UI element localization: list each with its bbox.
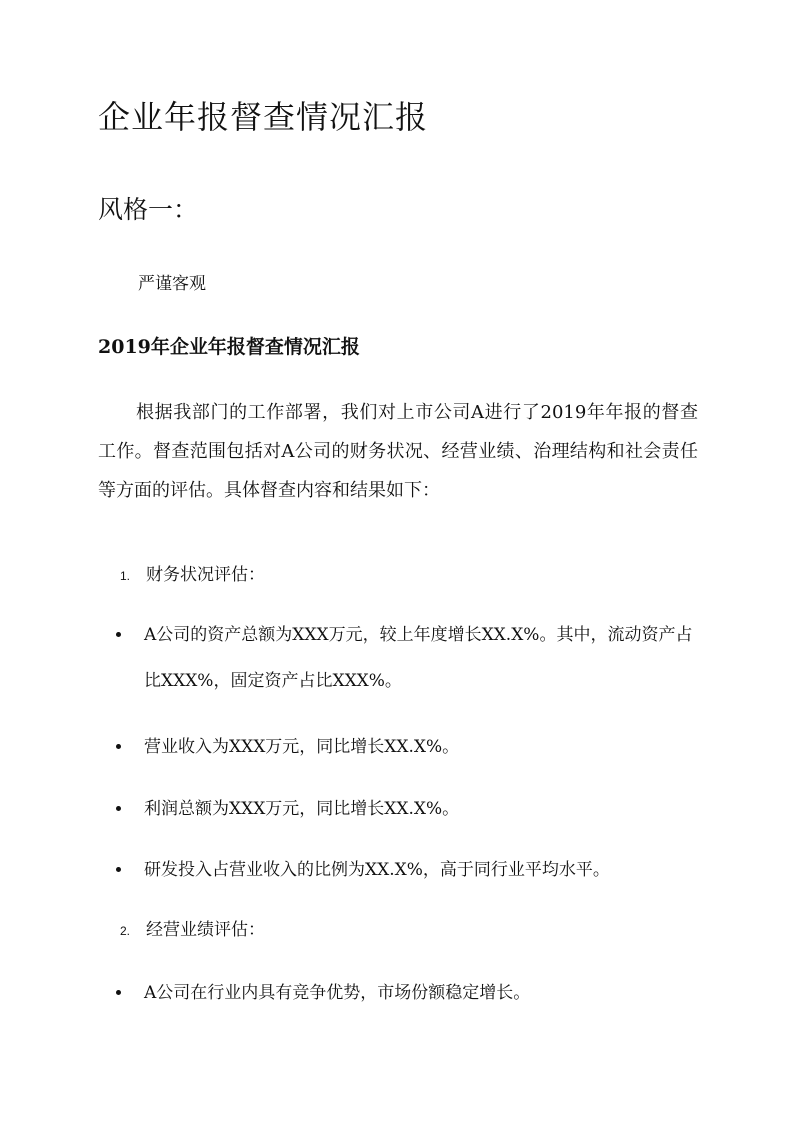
section-number: 2. (120, 924, 131, 938)
list-item (116, 847, 706, 893)
section-heading-financial (120, 561, 265, 590)
list-item (116, 970, 706, 1016)
bullet-icon (116, 632, 121, 637)
list-item-text: 利润总额为XXX万元，同比增长XX.X%。 (144, 799, 460, 819)
bullet-icon (116, 990, 121, 995)
bullet-icon (116, 867, 121, 872)
report-title: 2019年企业年报督查情况汇报 (98, 336, 360, 358)
list-item-text: A公司在行业内具有竞争优势，市场份额稳定增长。 (144, 983, 531, 1003)
section-heading-label: 经营业绩评估： (146, 920, 265, 940)
list-item (116, 724, 706, 770)
section-number: 1. (120, 569, 131, 583)
section-heading-label: 财务状况评估： (146, 565, 265, 585)
list-item (116, 612, 706, 704)
intro-paragraph: 根据我部门的工作部署，我们对上市公司A进行了2019年年报的督查工作。督查范围包括对A公司的财务状况、经营业绩、治理结构和社会责任等方面的评估。具体督查内容和结果如下： (98, 402, 698, 501)
list-item-text: 营业收入为XXX万元，同比增长XX.X%。 (144, 737, 460, 757)
section-heading-performance (120, 916, 265, 945)
list-item-text: A公司的资产总额为XXX万元，较上年度增长XX.X%。其中，流动资产占比XXX%，固定资产占比XXX%。 (144, 625, 693, 691)
list-item (116, 786, 706, 832)
style-heading: 风格一： (98, 195, 199, 224)
bullet-icon (116, 744, 121, 749)
style-description: 严谨客观 (138, 274, 206, 294)
list-item-text: 研发投入占营业收入的比例为XX.X%，高于同行业平均水平。 (144, 860, 610, 880)
document-title: 企业年报督查情况汇报 (98, 98, 429, 136)
bullet-icon (116, 806, 121, 811)
